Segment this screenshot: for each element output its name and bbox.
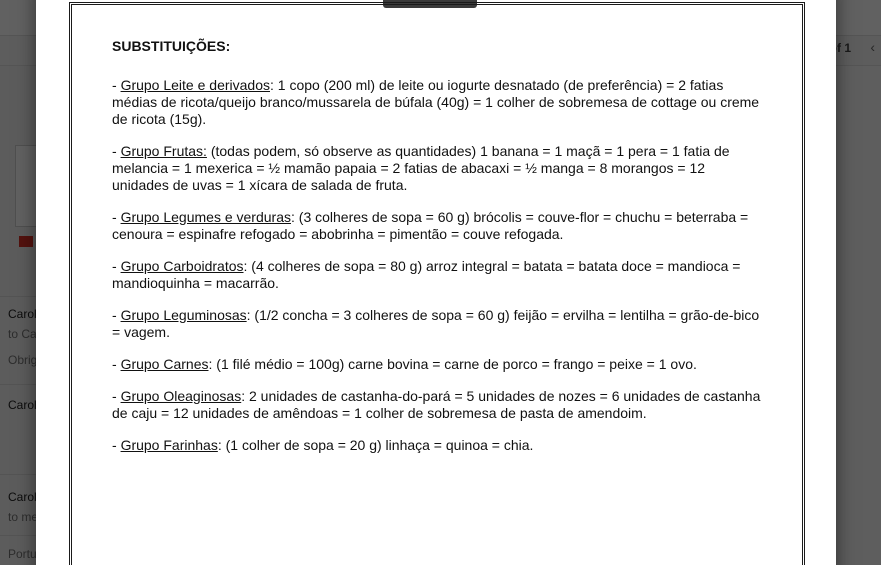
- group-bullet: -: [112, 307, 121, 323]
- group-bullet: -: [112, 258, 121, 274]
- group-name: Grupo Leite e derivados: [120, 77, 270, 93]
- substitution-group: [112, 258, 762, 292]
- substitution-group: [112, 437, 762, 454]
- substitution-group: [112, 143, 762, 194]
- group-bullet: -: [112, 437, 121, 453]
- group-text: : (1 colher de sopa = 20 g) linhaça = quinoa = chia.: [217, 437, 534, 453]
- group-text: : (3 colheres de sopa = 60 g) brócolis = couve-flor = chuchu = beterraba = cenoura = espinafre refogado = abobrinha = pimentão = couve refogada.: [112, 209, 749, 242]
- group-name: Grupo Carboidratos: [120, 258, 244, 274]
- document-viewer: [36, 0, 836, 565]
- group-bullet: -: [112, 143, 121, 159]
- substitution-group: [112, 356, 762, 373]
- group-bullet: -: [112, 356, 121, 372]
- group-text: : (4 colheres de sopa = 80 g) arroz integral = batata = batata doce = mandioca = mandioquinha = macarrão.: [112, 258, 741, 291]
- group-bullet: -: [112, 388, 121, 404]
- substitution-group: [112, 388, 762, 422]
- group-name: Grupo Oleaginosas: [120, 388, 242, 404]
- substitution-group: [112, 209, 762, 243]
- group-text: : (1/2 concha = 3 colheres de sopa = 60 g) feijão = ervilha = lentilha = grão-de-bico = vagem.: [112, 307, 760, 340]
- group-name: Grupo Legumes e verduras: [120, 209, 291, 225]
- group-text: (todas podem, só observe as quantidades) 1 banana = 1 maçã = 1 pera = 1 fatia de melancia = 1 mexerica = ½ mamão papaia = 2 fatias de abacaxi = ½ manga = 8 morangos = 12 unidades de uvas = 1 xícara de salada de fruta.: [112, 143, 730, 193]
- substitution-group: [112, 77, 762, 128]
- group-text: : 1 copo (200 ml) de leite ou iogurte desnatado (de preferência) = 2 fatias médias de ricota/queijo branco/mussarela de búfala (40g) = 1 colher de sobremesa de cottage ou creme de ricota (15g).: [112, 77, 760, 127]
- group-name: Grupo Carnes: [120, 356, 209, 372]
- document-title: SUBSTITUIÇÕES:: [112, 38, 231, 54]
- group-bullet: -: [112, 77, 121, 93]
- group-name: Grupo Frutas:: [120, 143, 207, 159]
- group-text: : (1 filé médio = 100g) carne bovina = carne de porco = frango = peixe = 1 ovo.: [208, 356, 697, 372]
- group-name: Grupo Farinhas: [120, 437, 218, 453]
- document-content: [112, 38, 762, 469]
- substitution-group: [112, 307, 762, 341]
- group-text: : 2 unidades de castanha-do-pará = 5 unidades de nozes = 6 unidades de castanha de caju = 12 unidades de amêndoas = 1 colher de sobremesa de pasta de amendoim.: [112, 388, 761, 421]
- group-bullet: -: [112, 209, 121, 225]
- group-name: Grupo Leguminosas: [120, 307, 247, 323]
